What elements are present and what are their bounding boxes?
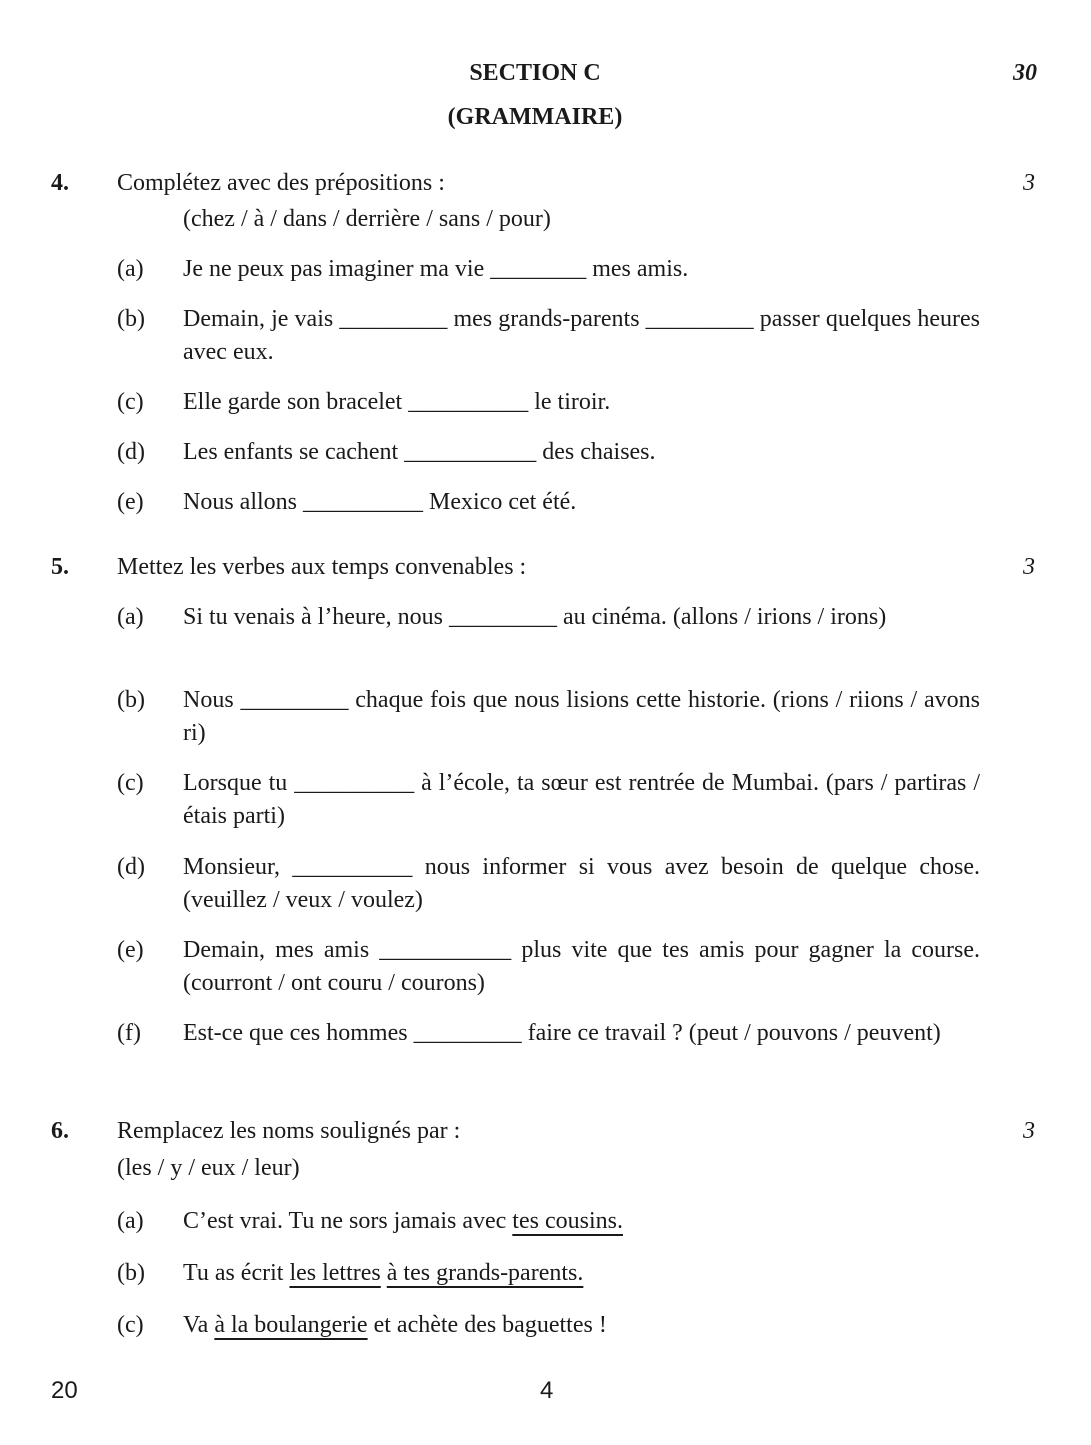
- section-subtitle: (GRAMMAIRE): [447, 104, 623, 130]
- q5-item-label: (a): [117, 604, 144, 630]
- question-6-number: 6.: [51, 1118, 69, 1144]
- q5-item-label: (c): [117, 770, 144, 796]
- paper-code: 20: [51, 1377, 78, 1404]
- q6-item-label: (a): [117, 1208, 144, 1234]
- q6-item-text: [183, 1309, 980, 1342]
- question-4-instruction: Complétez avec des prépositions :: [117, 170, 445, 196]
- q4-item-text: Je ne peux pas imaginer ma vie ________ mes amis.: [183, 256, 689, 282]
- q5-item-label: (b): [117, 687, 145, 713]
- q4-item-label: (c): [117, 389, 144, 415]
- q6-item-text: [183, 1205, 980, 1238]
- underlined-noun: tes cousins.: [512, 1208, 623, 1234]
- q5-item-text: Monsieur, __________ nous informer si vous avez besoin de quelque chose. (veuillez / veux / voulez): [183, 854, 980, 913]
- q6-item-label: (c): [117, 1312, 144, 1338]
- q5-item-text: Est-ce que ces hommes _________ faire ce travail ? (peut / pouvons / peuvent): [183, 1020, 941, 1046]
- q6-c-text-after: et achète des baguettes !: [367, 1312, 607, 1338]
- q4-item-text: Demain, je vais _________ mes grands-parents _________ passer quelques heures avec eux.: [183, 306, 980, 365]
- underlined-noun: à tes grands-parents.: [386, 1260, 584, 1286]
- underlined-noun: les lettres: [289, 1260, 381, 1286]
- question-6-options: (les / y / eux / leur): [117, 1155, 300, 1181]
- question-4-number: 4.: [51, 170, 69, 196]
- question-5-marks: 3: [1023, 554, 1035, 580]
- question-4-marks: 3: [1023, 170, 1035, 196]
- section-marks: 30: [1013, 60, 1037, 86]
- question-6-marks: 3: [1023, 1118, 1035, 1144]
- question-4-options: (chez / à / dans / derrière / sans / pour): [183, 206, 551, 232]
- q4-item-label: (e): [117, 489, 144, 515]
- q5-item-label: (e): [117, 937, 144, 963]
- q6-item-text: [183, 1257, 980, 1290]
- q6-c-text: Va: [183, 1312, 215, 1338]
- q5-item-text: Nous _________ chaque fois que nous lisions cette historie. (rions / riions / avons ri): [183, 687, 980, 746]
- q4-item-label: (b): [117, 306, 145, 332]
- q6-b-text: Tu as écrit: [183, 1260, 290, 1286]
- q5-item-text: Demain, mes amis ___________ plus vite que tes amis pour gagner la course. (courront / ont couru / courons): [183, 937, 980, 996]
- question-5-instruction: Mettez les verbes aux temps convenables :: [117, 554, 527, 580]
- q5-item-text: Lorsque tu __________ à l’école, ta sœur est rentrée de Mumbai. (pars / partiras / étais parti): [183, 770, 980, 829]
- q5-item-text: Si tu venais à l’heure, nous _________ au cinéma. (allons / irions / irons): [183, 604, 887, 630]
- q4-item-text: Elle garde son bracelet __________ le tiroir.: [183, 389, 611, 415]
- q5-item-label: (d): [117, 854, 145, 880]
- q4-item-label: (d): [117, 439, 145, 465]
- question-6-instruction: Remplacez les noms soulignés par :: [117, 1118, 461, 1144]
- q4-item-label: (a): [117, 256, 144, 282]
- q4-item-text: Les enfants se cachent ___________ des chaises.: [183, 439, 656, 465]
- q6-a-text: C’est vrai. Tu ne sors jamais avec: [183, 1208, 513, 1234]
- section-title: SECTION C: [469, 60, 601, 86]
- underlined-noun: à la boulangerie: [214, 1312, 368, 1338]
- question-5-number: 5.: [51, 554, 69, 580]
- page-number: 4: [540, 1377, 554, 1404]
- q5-item-label: (f): [117, 1020, 141, 1046]
- q4-item-text: Nous allons __________ Mexico cet été.: [183, 489, 577, 515]
- q6-item-label: (b): [117, 1260, 145, 1286]
